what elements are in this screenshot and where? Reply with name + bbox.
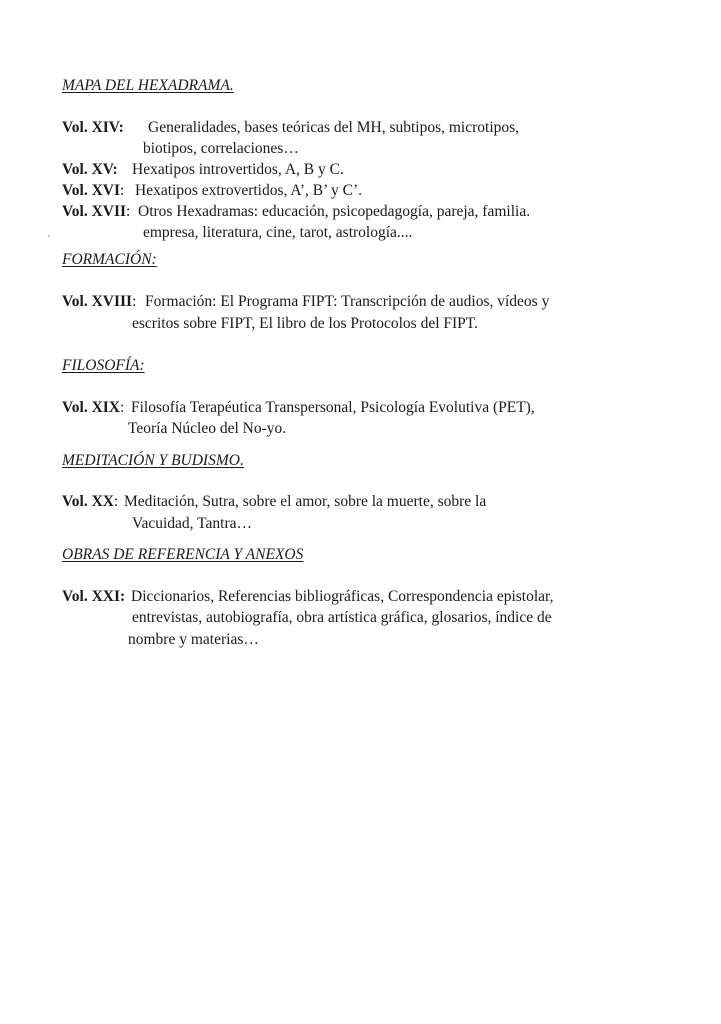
volume-number: Vol. XX — [62, 493, 114, 510]
entry-vol-xxi — [62, 587, 125, 607]
volume-number: Vol. XIV: — [62, 119, 124, 136]
section-heading-meditacion: MEDITACIÓN Y BUDISMO. — [62, 452, 244, 469]
entry-continuation: biotipos, correlaciones… — [143, 140, 299, 157]
entry-vol-xviii — [62, 292, 136, 312]
entry-text: Filosofía Terapéutica Transpersonal, Psicología Evolutiva (PET), — [131, 399, 535, 416]
entry-continuation: nombre y materias… — [128, 631, 259, 648]
entry-text: Meditación, Sutra, sobre el amor, sobre la muerte, sobre la — [124, 493, 487, 510]
volume-separator: : — [113, 493, 119, 510]
entry-vol-xvi — [62, 181, 124, 201]
volume-number: Vol. XIX — [62, 399, 120, 416]
section-heading-formacion: FORMACIÓN: — [62, 251, 157, 268]
entry-continuation: entrevistas, autobiografía, obra artística gráfica, glosarios, índice de — [132, 609, 552, 626]
section-heading-mapa: MAPA DEL HEXADRAMA. — [62, 77, 234, 94]
volume-separator: : — [132, 293, 137, 310]
section-heading-filosofia: FILOSOFÍA: — [62, 357, 145, 374]
entry-text: Generalidades, bases teóricas del MH, subtipos, microtipos, — [148, 119, 520, 136]
entry-vol-xiv — [62, 118, 124, 138]
entry-vol-xv — [62, 160, 118, 180]
entry-text: Hexatipos extrovertidos, A’, B’ y C’. — [135, 182, 363, 199]
entry-text: Diccionarios, Referencias bibliográficas, Correspondencia epistolar, — [131, 588, 554, 605]
volume-number: Vol. XXI: — [62, 588, 126, 605]
volume-separator: : — [126, 203, 131, 220]
entry-vol-xvii — [62, 202, 130, 222]
volume-number: Vol. XVIII — [62, 293, 133, 310]
volume-separator: : — [120, 399, 125, 416]
volume-number: Vol. XVII — [62, 203, 127, 220]
entry-text: Otros Hexadramas: educación, psicopedagogía, pareja, familia. — [138, 203, 531, 220]
entry-text: Formación: El Programa FIPT: Transcripción de audios, vídeos y — [145, 293, 550, 310]
entry-continuation: escritos sobre FIPT, El libro de los Protocolos del FIPT. — [132, 315, 478, 332]
entry-continuation: Vacuidad, Tantra… — [132, 515, 253, 532]
entry-continuation: Teoría Núcleo del No-yo. — [128, 420, 287, 437]
volume-separator: : — [120, 182, 125, 199]
entry-vol-xx — [62, 492, 118, 512]
entry-text: Hexatipos introvertidos, A, B y C. — [132, 161, 344, 178]
volume-number: Vol. XVI — [62, 182, 120, 199]
stray-mark: ` — [47, 234, 51, 246]
volume-number: Vol. XV: — [62, 161, 118, 178]
section-heading-obras: OBRAS DE REFERENCIA Y ANEXOS — [62, 546, 304, 563]
entry-continuation: empresa, literatura, cine, tarot, astrología.... — [143, 224, 413, 241]
entry-vol-xix — [62, 398, 124, 418]
